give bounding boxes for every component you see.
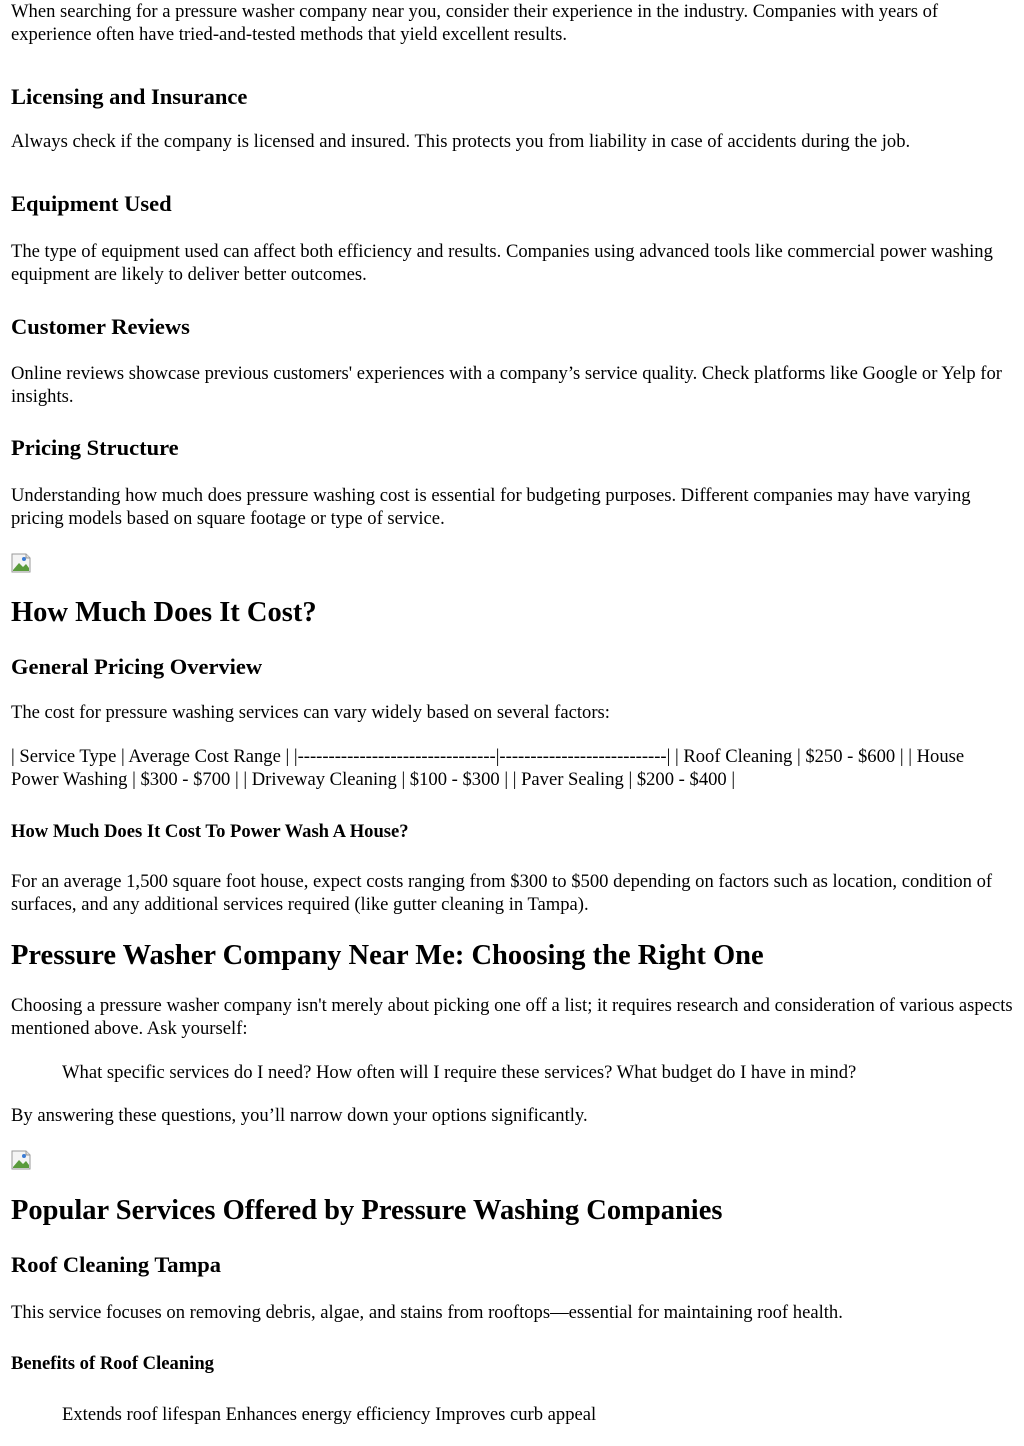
pricing-table-text: | Service Type | Average Cost Range | |--------------------------------|---------------------------| | Roof Cleaning | $250 - $600 | | House Power Washing | $300 - $700 | | Driveway Cleaning | $100 - $300 | | Paver Sealing | $200 - $400 |: [11, 746, 965, 790]
roof-cleaning-heading: Roof Cleaning Tampa: [11, 1252, 222, 1277]
broken-image-icon: [11, 1150, 31, 1170]
services-heading: Popular Services Offered by Pressure Washing Companies: [11, 1195, 723, 1226]
intro-paragraph: When searching for a pressure washer company near you, consider their experience in the industry. Companies with years of experience often have tried-and-tested methods that yield excellent results.: [11, 1, 939, 45]
roof-benefits-quote: Extends roof lifespan Enhances energy efficiency Improves curb appeal: [62, 1404, 597, 1425]
questions-quote: What specific services do I need? How often will I require these services? What budget do I have in mind?: [62, 1062, 857, 1083]
reviews-heading: Customer Reviews: [11, 314, 190, 339]
equipment-paragraph: The type of equipment used can affect both efficiency and results. Companies using advanced tools like commercial power washing equipment are likely to deliver better outcomes.: [11, 241, 993, 285]
roof-benefits-heading: Benefits of Roof Cleaning: [11, 1353, 214, 1374]
cost-heading: How Much Does It Cost?: [11, 597, 317, 628]
house-cost-paragraph: For an average 1,500 square foot house, expect costs ranging from $300 to $500 depending on factors such as location, condition of surfaces, and any additional services required (like gutter cleaning in Tampa).: [11, 871, 993, 915]
licensing-heading: Licensing and Insurance: [11, 84, 248, 109]
pricing-overview-paragraph: The cost for pressure washing services can vary widely based on several factors:: [11, 702, 610, 723]
house-cost-heading: How Much Does It Cost To Power Wash A House?: [11, 821, 409, 842]
choosing-paragraph: Choosing a pressure washer company isn't merely about picking one off a list; it requires research and consideration of various aspects mentioned above. Ask yourself:: [11, 995, 1013, 1039]
choosing-heading: Pressure Washer Company Near Me: Choosing the Right One: [11, 940, 764, 971]
broken-image-icon: [11, 553, 31, 573]
roof-cleaning-paragraph: This service focuses on removing debris, algae, and stains from rooftops—essential for maintaining roof health.: [11, 1302, 843, 1323]
reviews-paragraph: Online reviews showcase previous customers' experiences with a company’s service quality. Check platforms like Google or Yelp for insights.: [11, 363, 1002, 407]
choosing-followup: By answering these questions, you’ll narrow down your options significantly.: [11, 1105, 588, 1126]
equipment-heading: Equipment Used: [11, 191, 172, 216]
pricing-overview-heading: General Pricing Overview: [11, 654, 263, 679]
pricing-structure-paragraph: Understanding how much does pressure washing cost is essential for budgeting purposes. Different companies may have varying pricing models based on square footage or type of service.: [11, 485, 971, 529]
licensing-paragraph: Always check if the company is licensed and insured. This protects you from liability in case of accidents during the job.: [11, 131, 911, 152]
pricing-structure-heading: Pricing Structure: [11, 435, 179, 460]
